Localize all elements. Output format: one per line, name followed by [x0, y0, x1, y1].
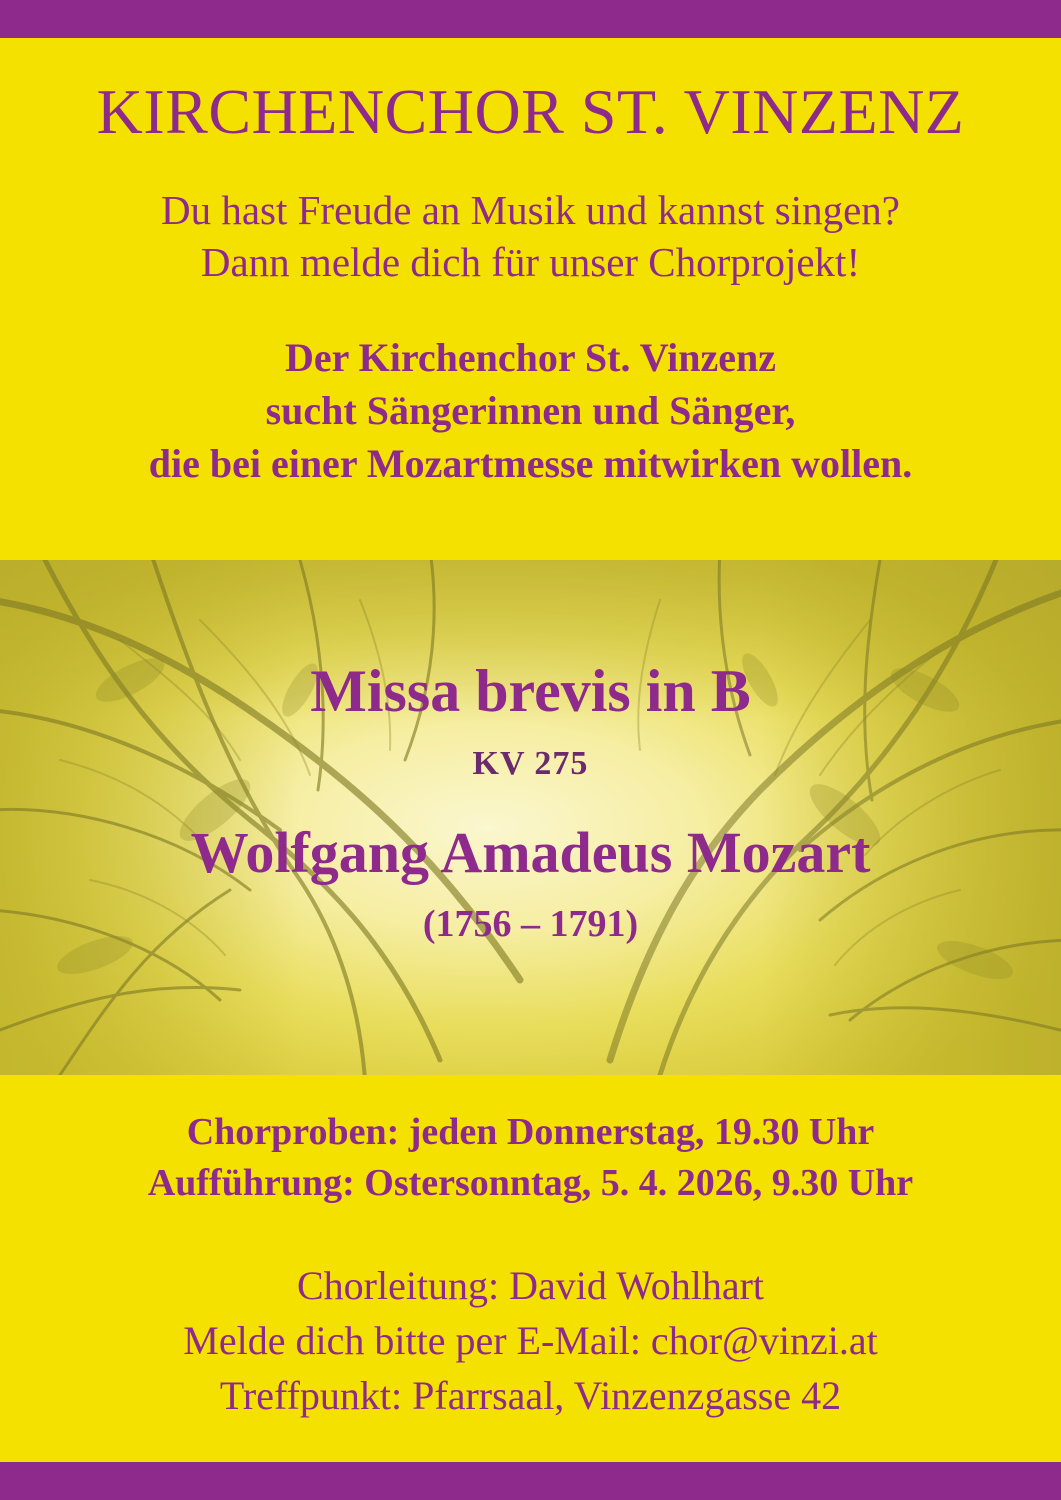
contact-info — [0, 1210, 1061, 1424]
call-line-3: die bei einer Mozartmesse mitwirken wollen. — [148, 441, 913, 487]
call-for-singers — [0, 289, 1061, 491]
bottom-border-strip — [0, 1462, 1061, 1500]
intro-text — [0, 144, 1061, 289]
call-line-1: Der Kirchenchor St. Vinzenz — [284, 334, 777, 380]
page-title: KIRCHENCHOR ST. VINZENZ — [96, 76, 965, 147]
rehearsal-line: Chorproben: jeden Donnerstag, 19.30 Uhr — [186, 1111, 875, 1153]
work-catalog-number: KV 275 — [472, 745, 589, 782]
branches-photo-band — [0, 560, 1061, 1075]
composer-name: Wolfgang Amadeus Mozart — [190, 820, 871, 885]
email-line: Melde dich bitte per E-Mail: chor@vinzi.at — [183, 1317, 878, 1363]
performance-line: Aufführung: Ostersonntag, 5. 4. 2026, 9.30 Uhr — [147, 1162, 914, 1205]
choir-director-line: Chorleitung: David Wohlhart — [296, 1262, 765, 1308]
schedule-info — [0, 1075, 1061, 1210]
header-block — [0, 38, 1061, 491]
footer-block — [0, 1075, 1061, 1423]
call-line-2: sucht Sängerinnen und Sänger, — [265, 388, 796, 434]
work-title: Missa brevis in B — [310, 658, 751, 724]
top-border-strip — [0, 0, 1061, 38]
intro-line-2: Dann melde dich für unser Chorprojekt! — [200, 239, 861, 286]
intro-line-1: Du hast Freude an Musik und kannst singen? — [160, 187, 901, 233]
work-info — [0, 560, 1061, 1075]
venue-line: Treffpunkt: Pfarrsaal, Vinzenzgasse 42 — [219, 1372, 842, 1418]
composer-life-dates: (1756 – 1791) — [422, 902, 639, 945]
